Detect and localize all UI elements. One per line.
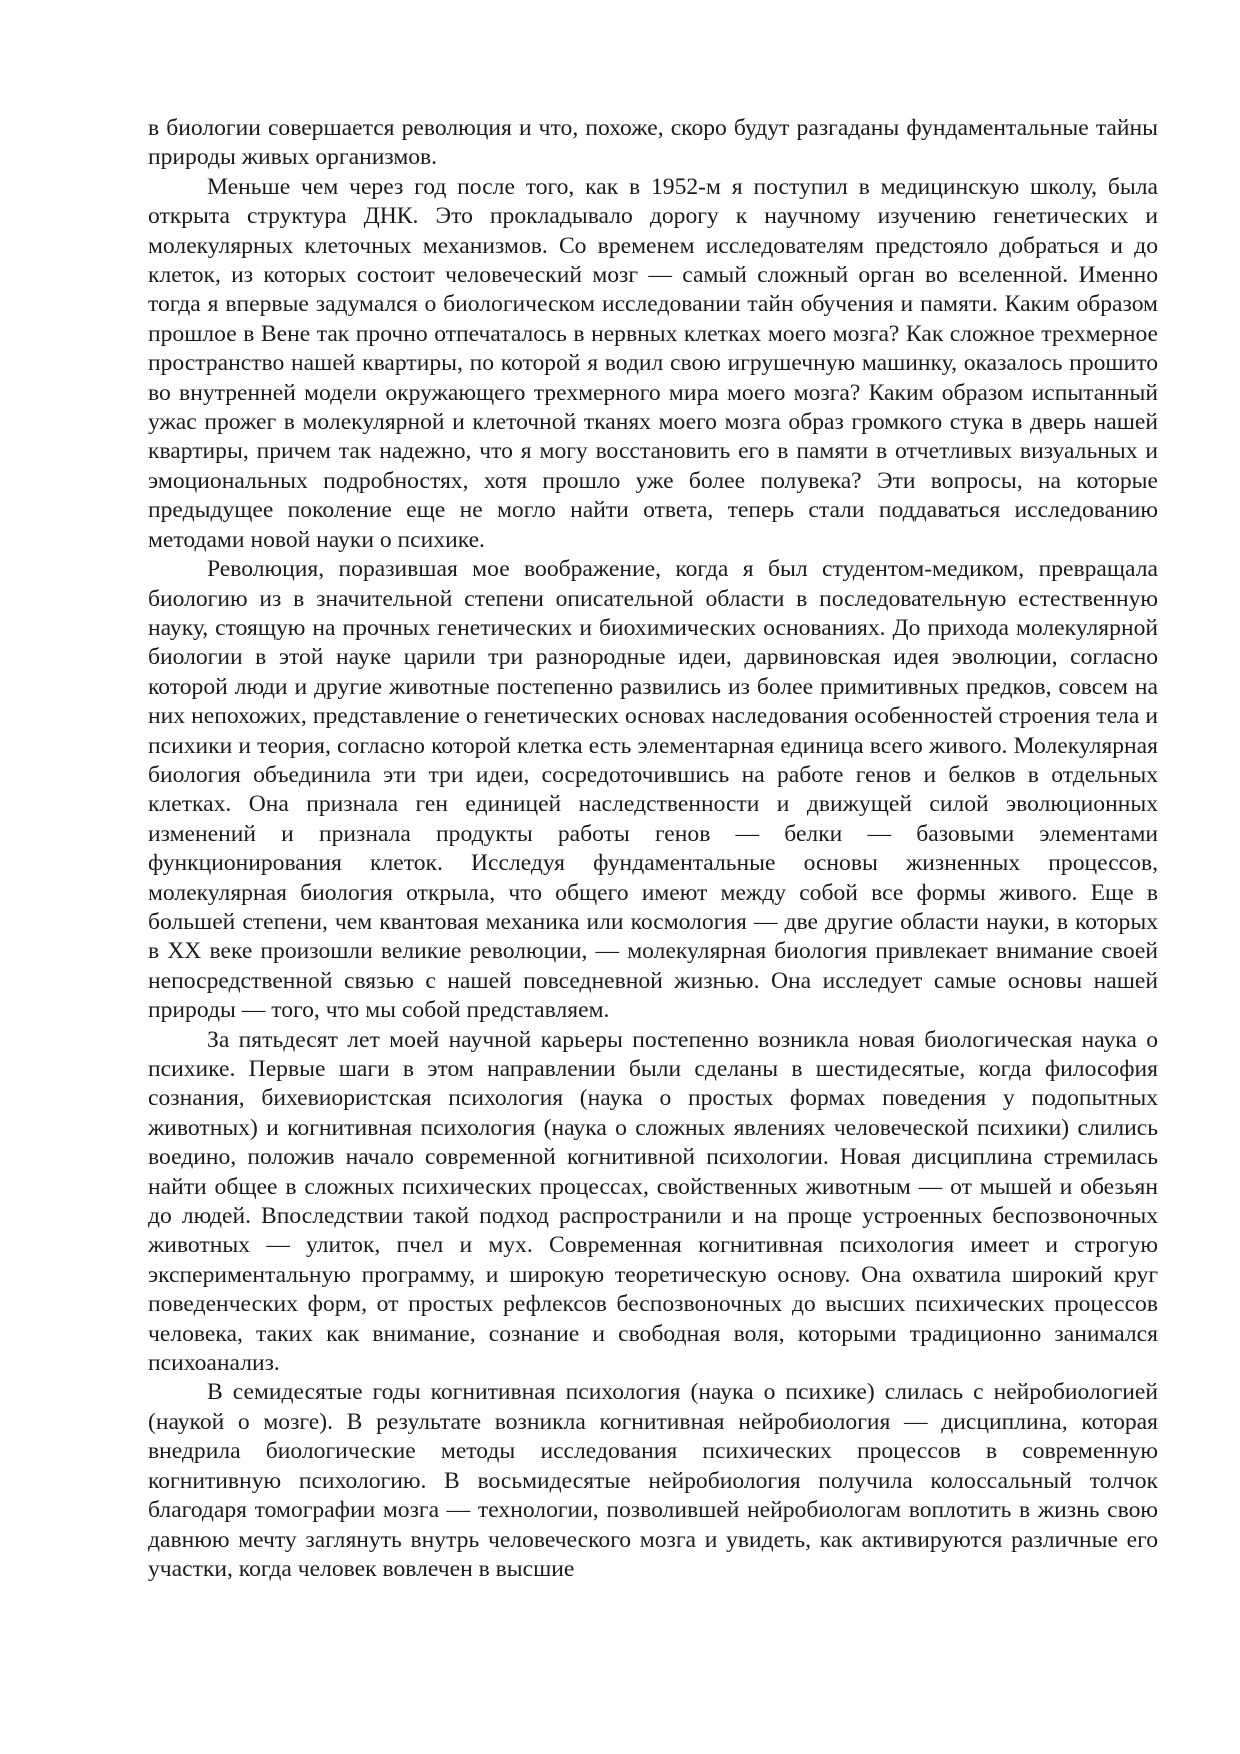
paragraph-1: в биологии совершается революция и что, похоже, скоро будут разгаданы фундаментальные тайны природы живых организмов.: [148, 115, 1158, 171]
document-page: [148, 114, 1158, 1584]
paragraph-5: В семидесятые годы когнитивная психология (наука о психике) слилась с нейробиологией (наукой о мозге). В результате возникла когнитивная нейробиология — дисциплина, которая внедрила биологические методы исследования психических процессов в современную когнитивную психологию. В восьмидесятые нейробиология получила колоссальный толчок благодаря томографии мозга — технологии, позволившей нейробиологам воплотить в жизнь свою давнюю мечту заглянуть внутрь человеческого мозга и увидеть, как активируются различные его участки, когда человек вовлечен в высшие: [148, 1379, 1158, 1582]
paragraph-2: Меньше чем через год после того, как в 1952-м я поступил в медицинскую школу, была открыта структура ДНК. Это прокладывало дорогу к научному изучению генетических и молекулярных клеточных механизмов. Со временем исследователям предстояло добраться и до клеток, из которых состоит человеческий мозг — самый сложный орган во вселенной. Именно тогда я впервые задумался о биологическом исследовании тайн обучения и памяти. Каким образом прошлое в Вене так прочно отпечаталось в нервных клетках моего мозга? Как сложное трехмерное пространство нашей квартиры, по которой я водил свою игрушечную машинку, оказалось прошито во внутренней модели окружающего трехмерного мира моего мозга? Каким образом испытанный ужас прожег в молекулярной и клеточной тканях моего мозга образ громкого стука в дверь нашей квартиры, причем так надежно, что я могу восстановить его в памяти в отчетливых визуальных и эмоциональных подробностях, хотя прошло уже более полувека? Эти вопросы, на которые предыдущее поколение еще не могло найти ответа, теперь стали поддаваться исследованию методами новой науки о психике.: [148, 173, 1158, 553]
paragraph-4: За пятьдесят лет моей научной карьеры постепенно возникла новая биологическая наука о психике. Первые шаги в этом направлении были сделаны в шестидесятые, когда философия сознания, бихевиористская психология (наука о простых формах поведения у подопытных животных) и когнитивная психология (наука о сложных явлениях человеческой психики) слились воедино, положив начало современной когнитивной психологии. Новая дисциплина стремилась найти общее в сложных психических процессах, свойственных животным — от мышей и обезьян до людей. Впоследствии такой подход распространили и на проще устроенных беспозвоночных животных — улиток, пчел и мух. Современная когнитивная психология имеет и строгую экспериментальную программу, и широкую теоретическую основу. Она охватила широкий круг поведенческих форм, от простых рефлексов беспозвоночных до высших психических процессов человека, таких как внимание, сознание и свободная воля, которыми традиционно занимался психоанализ.: [148, 1026, 1158, 1377]
paragraph-3: Революция, поразившая мое воображение, когда я был студентом-медиком, превращала биологию из в значительной степени описательной области в последовательную естественную науку, стоящую на прочных генетических и биохимических основаниях. До прихода молекулярной биологии в этой науке царили три разнородные идеи, дарвиновская идея эволюции, согласно которой люди и другие животные постепенно развились из более примитивных предков, совсем на них непохожих, представление о генетических основах наследования особенностей строения тела и психики и теория, согласно которой клетка есть элементарная единица всего живого. Молекулярная биология объединила эти три идеи, сосредоточившись на работе генов и белков в отдельных клетках. Она признала ген единицей наследственности и движущей силой эволюционных изменений и признала продукты работы генов — белки — базовыми элементами функционирования клеток. Исследуя фундаментальные основы жизненных процессов, молекулярная биология открыла, что общего имеют между собой все формы живого. Еще в большей степени, чем квантовая механика или космология — две другие области науки, в которых в XX веке произошли великие революции, — молекулярная биология привлекает внимание своей непосредственной связью с нашей повседневной жизнью. Она исследует самые основы нашей природы — того, что мы собой представляем.: [148, 556, 1158, 1024]
